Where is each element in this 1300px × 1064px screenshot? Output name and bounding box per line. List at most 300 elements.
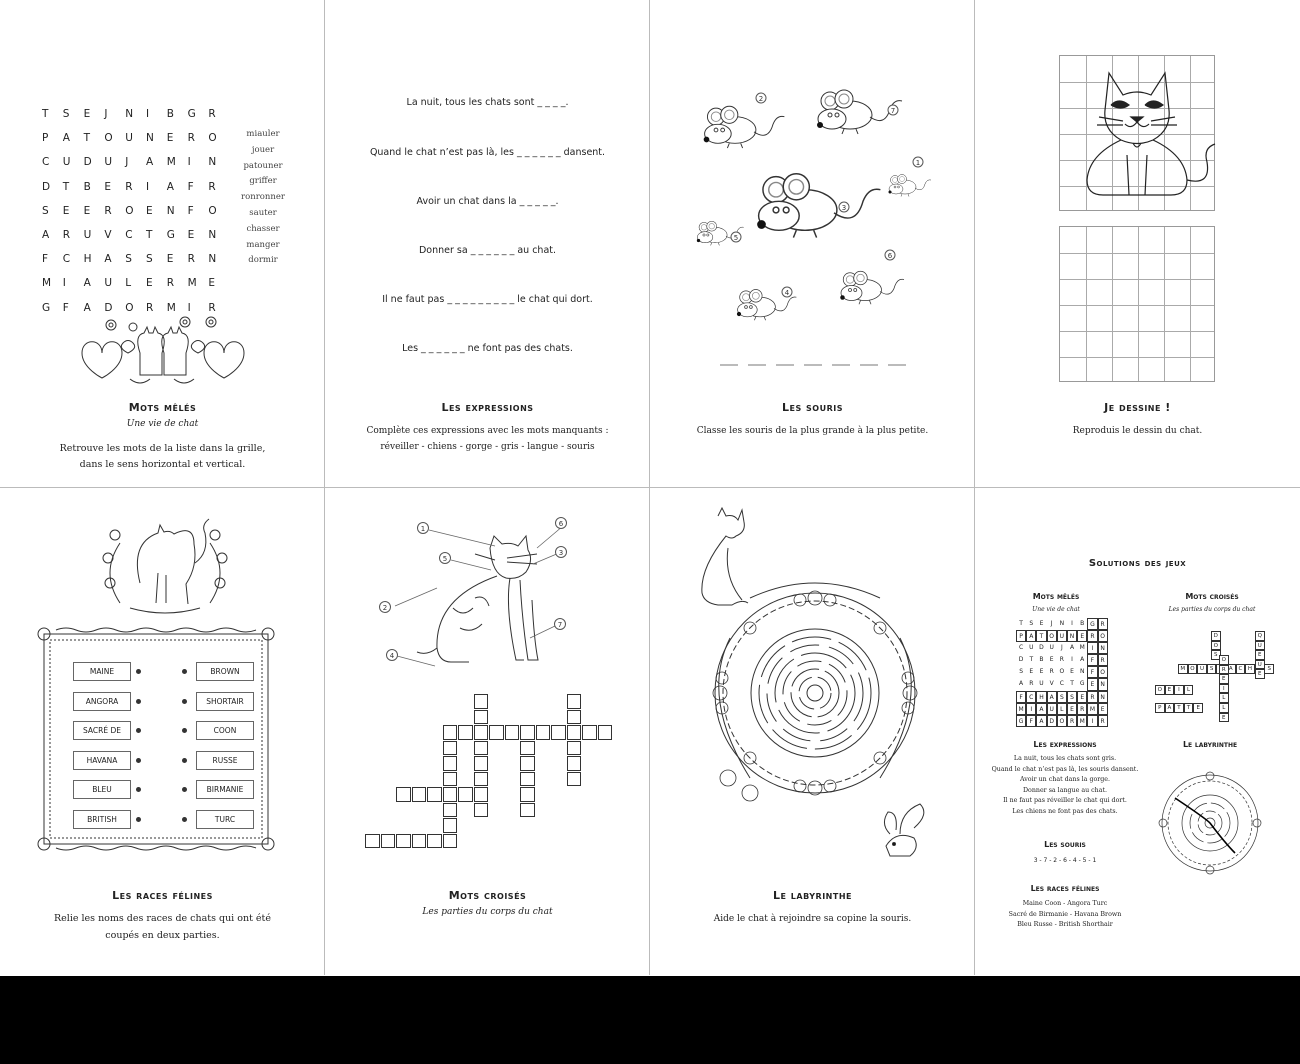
solution-letter: O: [1057, 715, 1067, 727]
crossword-cell[interactable]: [412, 834, 427, 849]
crossword-cell[interactable]: [474, 756, 489, 771]
crossword-cell[interactable]: [567, 725, 582, 740]
word-search-letter[interactable]: N: [208, 156, 217, 169]
grid-line: [1164, 227, 1165, 381]
solution-word-search-grid: [1016, 618, 1108, 727]
crossword-cell[interactable]: [443, 772, 458, 787]
breed-left-box[interactable]: MAINE: [73, 662, 131, 681]
connection-dot[interactable]: [136, 699, 141, 704]
word-search-letter[interactable]: R: [208, 180, 216, 193]
crossword-cell[interactable]: [567, 710, 582, 725]
page-title: Je dessine !: [1104, 401, 1171, 414]
solution-crossword-letter: H: [1245, 664, 1255, 674]
connection-dot[interactable]: [182, 817, 187, 822]
page-mots-croises: [325, 488, 650, 975]
breed-left-box[interactable]: HAVANA: [73, 751, 131, 770]
expression-line: Il ne faut pas _ _ _ _ _ _ _ _ _ le chat qui dort.: [382, 294, 593, 305]
word-search-letter[interactable]: E: [145, 277, 153, 290]
anatomy-label: 7: [557, 621, 563, 629]
word-search-letter[interactable]: F: [62, 301, 69, 314]
connection-dot[interactable]: [136, 787, 141, 792]
word-search-letter[interactable]: O: [208, 204, 217, 217]
crossword-cell[interactable]: [443, 756, 458, 771]
solution-letter: T: [1019, 620, 1023, 627]
breed-right-box[interactable]: SHORTAIR: [196, 692, 254, 711]
crossword-cell[interactable]: [474, 694, 489, 709]
solution-letter: A: [1036, 703, 1046, 715]
solution-line: Il ne faut pas réveiller le chat qui dort.: [1003, 797, 1127, 804]
mouse-number: 7: [890, 107, 896, 115]
crossword-cell[interactable]: [474, 803, 489, 818]
solution-letter: O: [1059, 668, 1065, 676]
solution-mots-meles-subtitle: Une vie de chat: [1032, 606, 1080, 613]
word-search-letter[interactable]: R: [208, 301, 216, 314]
word-search-letter[interactable]: R: [145, 301, 154, 314]
solution-letter: M: [1087, 703, 1097, 715]
solution-letter: R: [1087, 630, 1097, 642]
word-search-row: [42, 181, 229, 205]
word-list-item: manger: [246, 239, 280, 250]
grid-line: [1190, 227, 1191, 381]
page-solutions: [975, 488, 1300, 975]
crossword-cell[interactable]: [365, 834, 380, 849]
solution-line: Les chiens ne font pas des chats.: [1012, 807, 1118, 815]
breed-right-box[interactable]: TURC: [196, 810, 254, 829]
crossword-cell[interactable]: [381, 834, 396, 849]
solution-letter: O: [1098, 666, 1108, 678]
solution-letter: F: [1026, 715, 1036, 727]
solution-labyrinthe-title: Le labyrinthe: [1182, 740, 1238, 749]
word-list-item: chasser: [246, 223, 280, 234]
crossword-cell[interactable]: [598, 725, 613, 740]
solution-letter: H: [1036, 691, 1046, 703]
crossword-cell[interactable]: [443, 725, 458, 740]
word-search-letter[interactable]: B: [83, 180, 91, 193]
word-search-letter[interactable]: G: [166, 228, 175, 241]
solution-letter: A: [1036, 715, 1046, 727]
crossword-cell[interactable]: [520, 772, 535, 787]
word-search-letter[interactable]: U: [62, 156, 71, 169]
word-search-row: [42, 253, 229, 277]
word-search-letter[interactable]: N: [208, 253, 217, 266]
crossword-cell[interactable]: [520, 803, 535, 818]
crossword-cell[interactable]: [474, 741, 489, 756]
page-je-dessine: [975, 0, 1300, 487]
crossword-cell[interactable]: [443, 818, 458, 833]
crossword-cell[interactable]: [474, 772, 489, 787]
crossword-cell[interactable]: [443, 741, 458, 756]
instructions: Reproduis le dessin du chat.: [1072, 426, 1203, 436]
word-search-letter[interactable]: T: [42, 108, 49, 120]
solution-letter: M: [1079, 644, 1085, 652]
crossword-cell[interactable]: [567, 756, 582, 771]
word-search-letter[interactable]: S: [145, 253, 153, 266]
word-search-letter[interactable]: A: [83, 277, 91, 290]
connection-dot[interactable]: [182, 758, 187, 763]
word-search-row: [42, 108, 229, 132]
solution-letter: E: [1070, 668, 1074, 676]
solution-letter: L: [1057, 703, 1067, 715]
solution-mots-croises-title: Mots croisés: [1185, 592, 1239, 601]
solution-letter: S: [1067, 691, 1077, 703]
solution-line: Quand le chat n’est pas là, les souris dansent.: [991, 765, 1139, 773]
solution-letter: F: [1087, 654, 1097, 666]
crossword-cell[interactable]: [567, 694, 582, 709]
instructions-line-2: dans le sens horizontal et vertical.: [79, 459, 246, 470]
crossword-cell[interactable]: [505, 725, 520, 740]
solution-letter: E: [1067, 703, 1077, 715]
word-search-letter[interactable]: B: [166, 108, 174, 120]
expression-line: Les _ _ _ _ _ _ ne font pas des chats.: [402, 343, 573, 354]
connection-dot[interactable]: [182, 669, 187, 674]
solution-crossword-letter: O: [1211, 641, 1221, 651]
expression-line: Avoir un chat dans la _ _ _ _ _.: [416, 196, 559, 207]
solution-crossword-letter: S: [1264, 664, 1274, 674]
anatomy-label: 3: [558, 549, 564, 557]
word-search-letter[interactable]: R: [187, 132, 195, 145]
word-search-letter[interactable]: D: [104, 301, 113, 314]
maze-illustration[interactable]: [650, 488, 975, 868]
word-search-letter[interactable]: I: [145, 108, 150, 120]
solution-letter: R: [1098, 654, 1108, 666]
word-search-letter[interactable]: O: [208, 132, 217, 145]
page-expressions: [325, 0, 650, 487]
solution-word-search-row: [1016, 642, 1108, 654]
solution-word-search-row: [1016, 691, 1108, 703]
crossword-cell[interactable]: [396, 834, 411, 849]
solution-letter: U: [1057, 630, 1067, 642]
word-search-letter[interactable]: E: [208, 277, 216, 290]
crossword-cell[interactable]: [474, 710, 489, 725]
word-search-letter[interactable]: E: [166, 253, 174, 266]
word-search-letter[interactable]: R: [125, 180, 133, 193]
word-list-item: griffer: [249, 176, 277, 187]
word-search-letter[interactable]: U: [125, 132, 133, 145]
page-title: Les expressions: [441, 401, 534, 414]
solution-letter: E: [1087, 678, 1097, 690]
solution-crossword-letter: O: [1188, 664, 1198, 674]
word-search-letter[interactable]: U: [104, 156, 113, 169]
crossword-cell[interactable]: [458, 725, 473, 740]
word-search-letter[interactable]: T: [62, 180, 70, 193]
word-search-letter[interactable]: C: [125, 228, 133, 241]
solution-letter: U: [1039, 680, 1044, 688]
connection-dot[interactable]: [182, 787, 187, 792]
solution-mots-meles-title: Mots mêlés: [1032, 592, 1080, 601]
solution-letter: J: [1050, 620, 1053, 627]
connection-dot[interactable]: [136, 728, 141, 733]
word-search-letter[interactable]: U: [83, 228, 92, 241]
page-title: Les races félines: [112, 889, 213, 902]
word-search-letter[interactable]: N: [208, 228, 217, 241]
solution-souris-title: Les souris: [1044, 840, 1086, 849]
grid-line: [1060, 357, 1214, 358]
solution-crossword-letter: M: [1178, 664, 1188, 674]
word-search-letter[interactable]: S: [125, 253, 132, 266]
solution-letter: D: [1047, 715, 1057, 727]
crossword-cell[interactable]: [582, 725, 597, 740]
anatomy-label: 2: [382, 604, 388, 612]
crossword-cell[interactable]: [427, 787, 442, 802]
word-search-letter[interactable]: U: [104, 277, 113, 290]
solution-letter: S: [1057, 691, 1067, 703]
word-search-letter[interactable]: R: [62, 228, 71, 241]
mice-illustration: [650, 55, 975, 335]
word-search-letter[interactable]: L: [125, 277, 132, 290]
word-list-item: patouner: [243, 160, 283, 171]
solution-letter: S: [1029, 620, 1034, 627]
word-search-letter[interactable]: V: [104, 228, 112, 241]
solution-line: Maine Coon - Angora Turc: [1022, 900, 1108, 907]
solution-letter: E: [1098, 703, 1108, 715]
word-search-grid: [42, 108, 229, 326]
breed-left-box[interactable]: BRITISH: [73, 810, 131, 829]
word-search-letter[interactable]: G: [42, 301, 51, 314]
word-search-letter[interactable]: D: [83, 156, 92, 169]
breed-right-box[interactable]: BIRMANIE: [196, 780, 254, 799]
solution-crossword-letter: U: [1197, 664, 1207, 674]
cat-anatomy-illustration: [325, 488, 650, 678]
solution-souris-order: 3 - 7 - 2 - 6 - 4 - 5 - 1: [1033, 857, 1097, 864]
word-search-letter[interactable]: A: [62, 132, 70, 145]
solution-letter: M: [1077, 715, 1087, 727]
crossword-cell[interactable]: [520, 741, 535, 756]
solution-letter: B: [1080, 620, 1085, 627]
page-subtitle: Une vie de chat: [126, 419, 199, 429]
instructions: Classe les souris de la plus grande à la plus petite.: [696, 426, 929, 436]
word-search-letter[interactable]: A: [166, 180, 174, 193]
word-list-item: miauler: [246, 129, 280, 139]
word-search-letter[interactable]: M: [166, 156, 176, 169]
expression-line: Donner sa _ _ _ _ _ _ au chat.: [418, 245, 557, 256]
breed-right-box[interactable]: RUSSE: [196, 751, 254, 770]
solution-crossword-letter: O: [1155, 685, 1165, 695]
word-search-letter[interactable]: E: [104, 180, 112, 193]
word-search-letter[interactable]: R: [208, 108, 216, 120]
page-title: Les souris: [781, 401, 844, 414]
word-search-row: [42, 277, 229, 301]
solution-letter: I: [1087, 715, 1097, 727]
word-search-letter[interactable]: N: [125, 108, 134, 120]
solution-line: Avoir un chat dans la gorge.: [1019, 776, 1111, 783]
connection-dot[interactable]: [136, 817, 141, 822]
connection-dot[interactable]: [136, 669, 141, 674]
mouse-number: 1: [915, 159, 921, 167]
solution-crossword-letter: T: [1184, 703, 1194, 713]
word-search-letter[interactable]: R: [187, 253, 195, 266]
crossword-cell[interactable]: [567, 772, 582, 787]
crossword-cell[interactable]: [474, 725, 489, 740]
solution-letter: R: [1067, 715, 1077, 727]
crossword-cell[interactable]: [567, 741, 582, 756]
word-search-letter[interactable]: H: [83, 253, 92, 266]
page-races-felines: [0, 488, 325, 975]
word-search-letter[interactable]: S: [42, 204, 49, 217]
word-search-letter[interactable]: A: [145, 156, 154, 169]
word-search-row: [42, 205, 229, 229]
word-list-item: ronronner: [241, 192, 285, 203]
solution-races-title: Les races félines: [1030, 884, 1100, 893]
breed-left-box[interactable]: BLEU: [73, 780, 131, 799]
word-search-letter[interactable]: I: [187, 301, 191, 314]
page-labyrinthe: [650, 488, 975, 975]
solution-letter: D: [1018, 656, 1024, 664]
word-search-letter[interactable]: M: [42, 277, 52, 290]
solution-letter: E: [1077, 691, 1087, 703]
word-search-letter[interactable]: M: [166, 301, 176, 314]
word-search-letter[interactable]: P: [42, 132, 49, 145]
connection-dot[interactable]: [182, 728, 187, 733]
solutions-title: Solutions des jeux: [1088, 558, 1187, 569]
solution-letter: R: [1098, 715, 1108, 727]
solution-crossword-letter: E: [1219, 713, 1229, 723]
solution-letter: T: [1070, 680, 1074, 688]
crossword-cell[interactable]: [520, 725, 535, 740]
word-search-letter[interactable]: D: [42, 180, 51, 193]
word-search-letter[interactable]: O: [125, 204, 134, 217]
crossword-cell[interactable]: [536, 725, 551, 740]
solution-letter: E: [1039, 668, 1044, 676]
crossword-cell[interactable]: [412, 787, 427, 802]
word-search-letter[interactable]: O: [104, 132, 113, 145]
anatomy-label: 5: [442, 555, 448, 563]
crossword-cell[interactable]: [520, 787, 535, 802]
breed-left-box[interactable]: ANGORA: [73, 692, 131, 711]
page-souris: [650, 0, 975, 487]
solution-word-search-row: [1016, 703, 1108, 715]
crossword-cell[interactable]: [443, 834, 458, 849]
word-search-letter[interactable]: E: [145, 204, 153, 217]
word-search-letter[interactable]: F: [187, 204, 194, 217]
word-search-letter[interactable]: J: [104, 108, 108, 120]
solution-letter: N: [1059, 620, 1065, 627]
crossword-cell[interactable]: [396, 787, 411, 802]
cat-wreath-illustration: [100, 513, 230, 613]
solution-expressions-title: Les expressions: [1033, 740, 1097, 749]
solution-letter: I: [1071, 656, 1073, 664]
word-search-letter[interactable]: I: [62, 277, 66, 290]
blank-drawing-grid[interactable]: [1059, 226, 1215, 382]
solution-letter: B: [1039, 656, 1044, 664]
breed-right-box[interactable]: COON: [196, 721, 254, 740]
mouse-number: 4: [784, 289, 790, 297]
word-search-letter[interactable]: I: [187, 156, 191, 169]
solution-word-search-row: [1016, 678, 1108, 690]
crossword-cell[interactable]: [427, 834, 442, 849]
solution-letter: N: [1079, 668, 1085, 676]
solution-letter: I: [1071, 620, 1073, 627]
solution-letter: T: [1029, 656, 1034, 664]
word-search-letter[interactable]: E: [83, 108, 91, 120]
word-search-letter[interactable]: N: [166, 204, 175, 217]
solution-letter: S: [1019, 668, 1023, 676]
solution-crossword-letter: E: [1193, 703, 1203, 713]
word-search-letter[interactable]: S: [62, 108, 70, 120]
solution-word-search-row: [1016, 654, 1108, 666]
word-search-letter[interactable]: C: [62, 253, 71, 266]
solution-word-search-row: [1016, 715, 1108, 727]
crossword-cell[interactable]: [443, 803, 458, 818]
cats-hearts-illustration: [78, 315, 248, 393]
word-search-letter[interactable]: N: [145, 132, 154, 145]
connection-dot[interactable]: [136, 758, 141, 763]
solution-letter: F: [1087, 666, 1097, 678]
word-search-letter[interactable]: A: [83, 301, 91, 314]
solution-crossword-letter: P: [1155, 703, 1165, 713]
crossword-cell[interactable]: [520, 756, 535, 771]
word-search-letter[interactable]: O: [125, 301, 134, 314]
expression-line: La nuit, tous les chats sont _ _ _ _.: [406, 97, 569, 108]
word-search-letter[interactable]: E: [83, 204, 91, 217]
solution-letter: N: [1098, 642, 1108, 654]
word-list-item: jouer: [251, 144, 275, 155]
solution-line: Donner sa langue au chat.: [1023, 786, 1107, 794]
word-search-letter[interactable]: I: [145, 180, 150, 193]
crossword-cell[interactable]: [489, 725, 504, 740]
mouse-number: 2: [758, 95, 764, 103]
breed-left-box[interactable]: SACRÉ DE: [73, 721, 131, 740]
word-search-letter[interactable]: E: [62, 204, 70, 217]
word-search-letter[interactable]: C: [42, 156, 50, 169]
instructions-line-2: réveiller - chiens - gorge - gris - langue - souris: [380, 442, 595, 452]
anatomy-label: 1: [420, 525, 426, 533]
word-search-letter[interactable]: A: [42, 228, 50, 241]
solution-maze-thumbnail: [1155, 768, 1265, 878]
breed-right-box[interactable]: BROWN: [196, 662, 254, 681]
solution-letter: R: [1087, 691, 1097, 703]
crossword-cell[interactable]: [458, 787, 473, 802]
solution-letter: A: [1069, 644, 1075, 652]
connection-dot[interactable]: [182, 699, 187, 704]
crossword-cell[interactable]: [474, 787, 489, 802]
crossword-cell[interactable]: [443, 787, 458, 802]
solution-letter: O: [1047, 630, 1057, 642]
word-search-letter[interactable]: T: [83, 132, 91, 145]
solution-letter: V: [1049, 680, 1054, 688]
word-search-letter[interactable]: E: [166, 132, 174, 145]
word-search-letter[interactable]: J: [125, 156, 129, 169]
solution-letter: I: [1026, 703, 1036, 715]
solution-crossword-letter: L: [1184, 685, 1194, 695]
instructions: Aide le chat à rejoindre sa copine la souris.: [713, 914, 912, 924]
solution-letter: C: [1026, 691, 1036, 703]
word-search-letter[interactable]: F: [42, 253, 49, 266]
solution-letter: N: [1098, 691, 1108, 703]
word-search-letter[interactable]: T: [145, 228, 153, 241]
solution-crossword-letter: I: [1174, 685, 1184, 695]
crossword-cell[interactable]: [551, 725, 566, 740]
word-search-letter[interactable]: E: [187, 228, 195, 241]
word-search-letter[interactable]: A: [104, 253, 112, 266]
word-search-letter[interactable]: G: [187, 108, 196, 120]
solution-races-text: [985, 899, 1145, 931]
solution-crossword-letter: E: [1255, 669, 1265, 679]
page-title: Le labyrinthe: [773, 889, 852, 902]
solution-crossword-letter: U: [1255, 641, 1265, 651]
solution-crossword-letter: A: [1165, 703, 1175, 713]
word-search-letter[interactable]: M: [187, 277, 197, 290]
solution-line: Sacré de Birmanie - Havana Brown: [1008, 910, 1122, 918]
solution-crossword-letter: I: [1219, 684, 1229, 694]
instructions-line-1: Retrouve les mots de la liste dans la grille,: [59, 443, 266, 454]
solution-crossword-letter: S: [1211, 650, 1221, 660]
word-search-letter[interactable]: R: [104, 204, 112, 217]
word-search-letter[interactable]: R: [166, 277, 175, 290]
solution-letter: U: [1029, 644, 1034, 652]
solution-letter: G: [1016, 715, 1026, 727]
solution-letter: R: [1049, 668, 1054, 676]
word-search-letter[interactable]: F: [187, 180, 194, 193]
